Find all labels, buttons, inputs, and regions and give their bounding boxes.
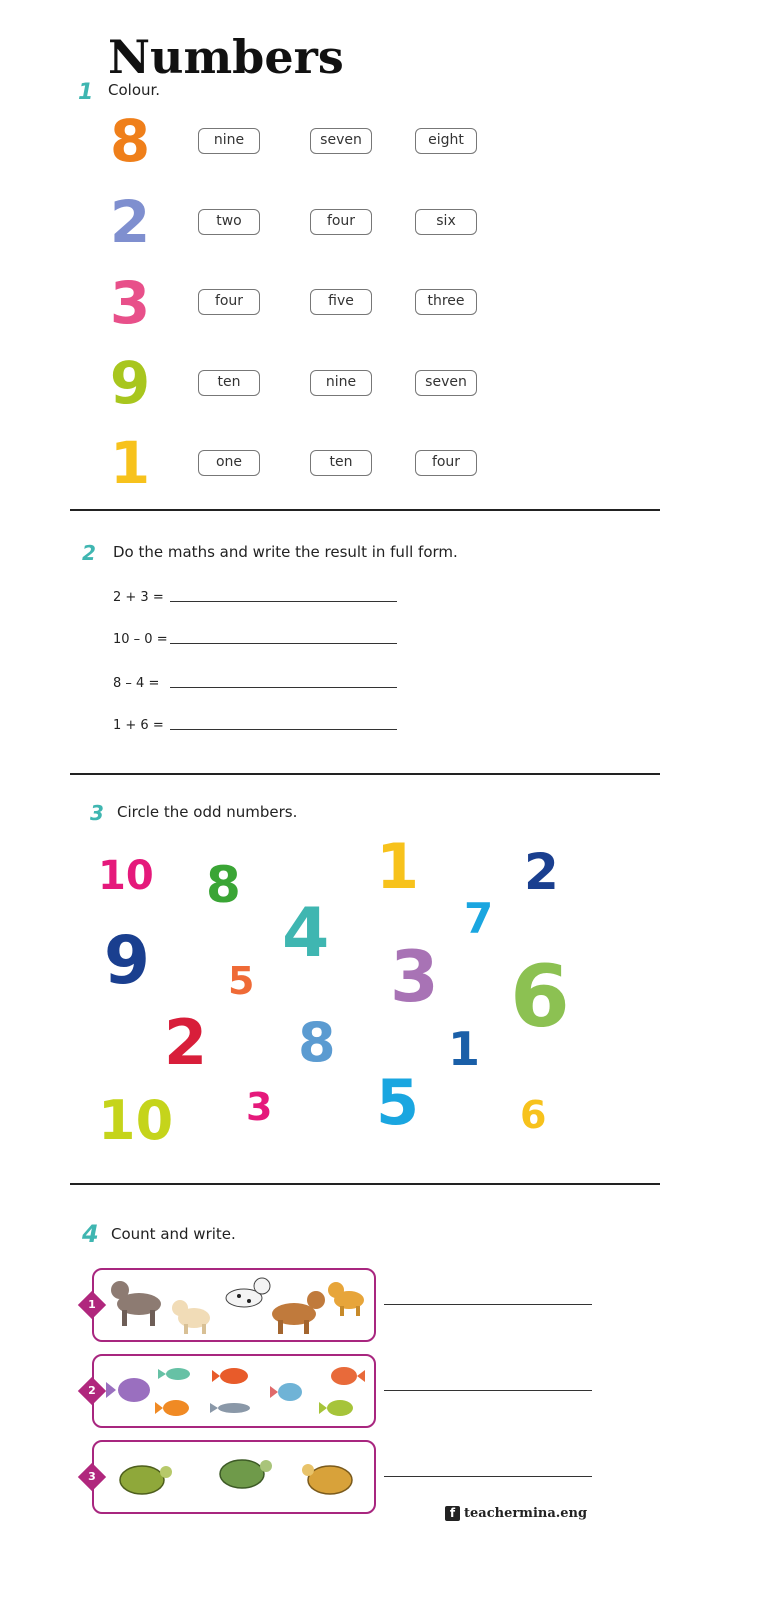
- number-8[interactable]: 8: [298, 1011, 336, 1074]
- fish-icon: [106, 1378, 150, 1402]
- facebook-icon: f: [445, 1506, 460, 1521]
- word-box[interactable]: ten: [198, 370, 260, 396]
- word-box[interactable]: nine: [310, 370, 372, 396]
- dog-icon: [226, 1278, 270, 1307]
- turtle-icon: [302, 1464, 352, 1494]
- number-8[interactable]: 8: [206, 856, 241, 914]
- word-box[interactable]: five: [310, 289, 372, 315]
- equation: 10 – 0 =: [113, 632, 168, 647]
- word-box[interactable]: two: [198, 209, 260, 235]
- number-2[interactable]: 2: [524, 843, 559, 901]
- number-3[interactable]: 3: [246, 1085, 273, 1129]
- fish-icon: [319, 1400, 353, 1416]
- number-4[interactable]: 4: [282, 894, 330, 973]
- digit-9: 9: [109, 349, 151, 417]
- task-3-instruction: Circle the odd numbers.: [117, 803, 298, 821]
- word-box[interactable]: six: [415, 209, 477, 235]
- section-divider: [70, 1183, 660, 1185]
- dog-icon: [172, 1300, 210, 1334]
- fish-illustration: [104, 1362, 366, 1422]
- digit-8: 8: [109, 107, 151, 175]
- group-label: 2: [88, 1384, 96, 1397]
- word-box[interactable]: seven: [310, 128, 372, 154]
- number-6[interactable]: 6: [520, 1093, 547, 1137]
- number-3[interactable]: 3: [390, 936, 439, 1018]
- answer-line[interactable]: [384, 1304, 592, 1305]
- word-box[interactable]: one: [198, 450, 260, 476]
- animal-group-box-turtles: [92, 1440, 376, 1514]
- group-label: 3: [88, 1470, 96, 1483]
- dog-icon: [272, 1291, 325, 1334]
- number-1[interactable]: 1: [376, 830, 420, 903]
- word-box[interactable]: eight: [415, 128, 477, 154]
- answer-line[interactable]: [170, 687, 397, 688]
- fish-icon: [210, 1403, 250, 1413]
- turtle-icon: [120, 1466, 172, 1494]
- equation: 1 + 6 =: [113, 718, 164, 733]
- equation: 2 + 3 =: [113, 590, 164, 605]
- dog-icon: [111, 1281, 161, 1326]
- task-4-instruction: Count and write.: [111, 1225, 236, 1243]
- task-number-1: 1: [78, 80, 94, 105]
- brand-watermark: [445, 1506, 587, 1521]
- number-7[interactable]: 7: [464, 894, 494, 943]
- number-5[interactable]: 5: [376, 1066, 420, 1139]
- section-divider: [70, 509, 660, 511]
- dogs-illustration: [104, 1274, 366, 1338]
- fish-icon: [158, 1368, 190, 1380]
- fish-icon: [331, 1367, 365, 1385]
- word-box[interactable]: three: [415, 289, 477, 315]
- word-box[interactable]: ten: [310, 450, 372, 476]
- answer-line[interactable]: [384, 1390, 592, 1391]
- answer-line[interactable]: [170, 643, 397, 644]
- answer-line[interactable]: [170, 601, 397, 602]
- digit-1: 1: [109, 429, 151, 497]
- word-box[interactable]: four: [198, 289, 260, 315]
- number-9[interactable]: 9: [104, 922, 150, 999]
- fish-icon: [155, 1400, 189, 1416]
- task-2-instruction: Do the maths and write the result in full form.: [113, 543, 458, 561]
- task-number-3: 3: [90, 801, 104, 825]
- digit-2: 2: [109, 188, 151, 256]
- answer-line[interactable]: [170, 729, 397, 730]
- section-divider: [70, 773, 660, 775]
- task-number-2: 2: [82, 541, 96, 565]
- animal-group-box-fish: [92, 1354, 376, 1428]
- equation: 8 – 4 =: [113, 676, 160, 691]
- task-1-instruction: Colour.: [108, 81, 161, 99]
- task-number-4: 4: [82, 1220, 99, 1248]
- number-10[interactable]: 10: [98, 1089, 174, 1152]
- number-10[interactable]: 10: [98, 853, 154, 899]
- answer-line[interactable]: [384, 1476, 592, 1477]
- number-6[interactable]: 6: [510, 947, 570, 1047]
- word-box[interactable]: four: [415, 450, 477, 476]
- brand-name: teachermina.eng: [464, 1506, 588, 1521]
- animal-group-box-dogs: [92, 1268, 376, 1342]
- number-5[interactable]: 5: [228, 959, 255, 1003]
- fish-icon: [270, 1383, 302, 1401]
- turtle-icon: [220, 1460, 272, 1488]
- number-1[interactable]: 1: [448, 1022, 481, 1076]
- fish-icon: [212, 1368, 248, 1384]
- number-2[interactable]: 2: [164, 1006, 208, 1079]
- page-title: Numbers: [108, 30, 344, 84]
- word-box[interactable]: seven: [415, 370, 477, 396]
- digit-3: 3: [109, 269, 151, 337]
- group-label: 1: [88, 1298, 96, 1311]
- dog-icon: [328, 1282, 364, 1316]
- word-box[interactable]: nine: [198, 128, 260, 154]
- turtles-illustration: [104, 1450, 366, 1506]
- word-box[interactable]: four: [310, 209, 372, 235]
